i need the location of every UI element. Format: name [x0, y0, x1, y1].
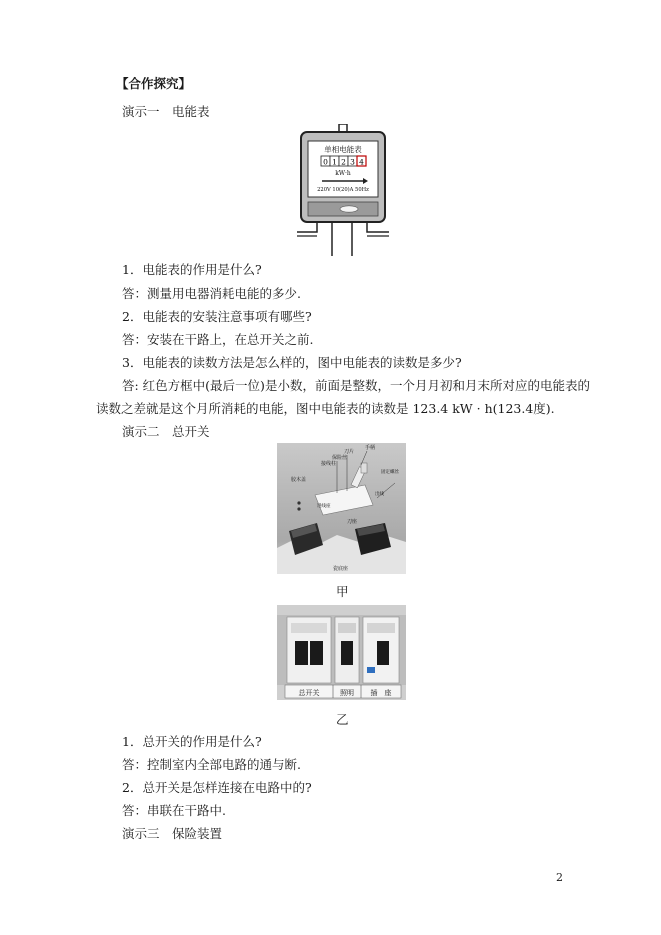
knife-switch-illustration: [277, 443, 406, 574]
label-guding: 固定螺丝: [381, 470, 399, 475]
breaker-panel-illustration: [277, 605, 406, 700]
electric-meter-figure: [297, 124, 389, 256]
meter-digit-5: 4: [359, 157, 364, 167]
demo2-heading: 演示二 总开关: [122, 424, 210, 439]
label-chazuo: 插 座: [370, 689, 392, 697]
demo2-q2: 2．总开关是怎样连接在电路中的?: [122, 780, 312, 795]
meter-title: 单相电能表: [324, 145, 362, 154]
caption-yi: 乙: [336, 712, 349, 727]
demo2-a1: 答：控制室内全部电路的通与断.: [122, 757, 301, 772]
label-shoubing: 手柄: [365, 445, 376, 451]
meter-digit-4: 3: [350, 157, 355, 167]
demo2-a2: 答：串联在干路中.: [122, 803, 226, 818]
label-zongkaiguan: 总开关: [298, 689, 320, 697]
meter-digit-3: 2: [341, 157, 346, 167]
meter-digit-1: 0: [323, 157, 328, 167]
breaker-panel-photo: [277, 605, 406, 700]
demo1-a3-line2: 读数之差就是这个月所消耗的电能，图中电能表的读数是 123.4 kW · h(123.4度).: [96, 401, 555, 416]
page-number: 2: [556, 871, 563, 884]
label-chuxian: 出线: [375, 492, 384, 497]
label-cidizuo: 瓷底座: [333, 566, 349, 572]
demo3-heading: 演示三 保险装置: [122, 826, 223, 841]
demo1-q2: 2．电能表的安装注意事项有哪些?: [122, 309, 312, 324]
label-jiaomugai: 胶木盖: [291, 477, 307, 483]
meter-rating: 220V 10(20)A 50Hz: [317, 187, 369, 193]
label-baoxiansi: 保险丝: [332, 455, 348, 461]
label-daopian: 刀片: [344, 449, 355, 455]
demo1-a3-line1: 答: 红色方框中(最后一位)是小数，前面是整数，一个月月初和月末所对应的电能表的: [122, 378, 590, 393]
demo1-q1: 1．电能表的作用是什么?: [122, 262, 262, 277]
meter-digits: [321, 156, 366, 167]
demo1-a1: 答：测量用电器消耗电能的多少.: [122, 286, 301, 301]
meter-unit: kW·h: [335, 170, 351, 177]
knife-switch-photo: [277, 443, 406, 574]
section-title: 【合作探究】: [116, 76, 192, 91]
label-jiexianzhu: 接线柱: [321, 461, 337, 467]
label-jinxian: 进线座: [317, 504, 331, 509]
label-zhaoming: 照明: [340, 689, 354, 697]
demo1-q3: 3．电能表的读数方法是怎么样的，图中电能表的读数是多少?: [122, 355, 462, 370]
demo1-a2: 答：安装在干路上，在总开关之前.: [122, 332, 314, 347]
meter-digit-2: 1: [332, 157, 337, 167]
label-daozuo: 刀座: [347, 519, 358, 525]
demo2-q1: 1．总开关的作用是什么?: [122, 734, 262, 749]
demo1-heading: 演示一 电能表: [122, 104, 210, 119]
caption-jia: 甲: [336, 584, 349, 599]
